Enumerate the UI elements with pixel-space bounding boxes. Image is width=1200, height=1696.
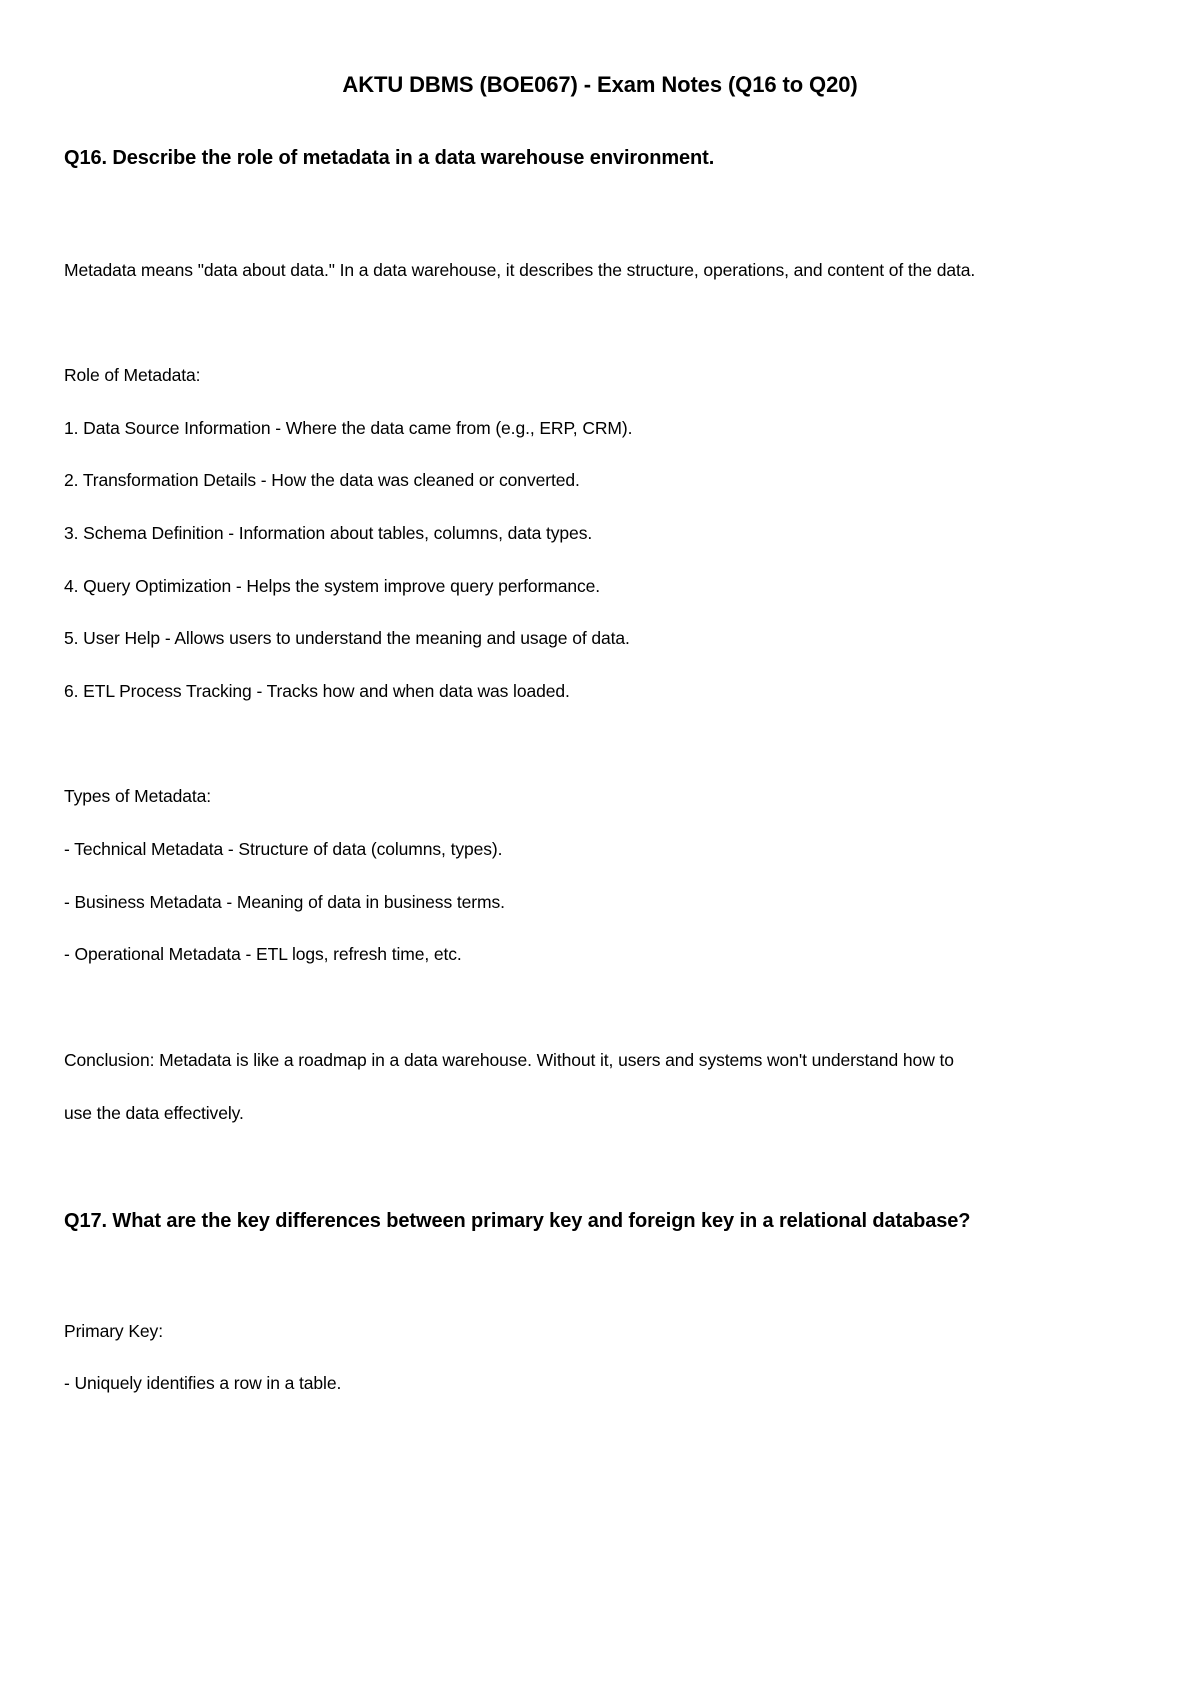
type-item: - Operational Metadata - ETL logs, refresh time, etc.	[64, 944, 462, 964]
primary-key-heading: Primary Key:	[64, 1321, 163, 1341]
document-title: AKTU DBMS (BOE067) - Exam Notes (Q16 to Q20)	[342, 72, 858, 97]
types-heading: Types of Metadata:	[64, 786, 212, 806]
q16-heading: Q16. Describe the role of metadata in a data warehouse environment.	[64, 147, 715, 169]
roles-heading: Role of Metadata:	[64, 365, 201, 385]
type-item: - Business Metadata - Meaning of data in business terms.	[64, 892, 505, 912]
role-item: 2. Transformation Details - How the data was cleaned or converted.	[64, 470, 580, 490]
conclusion-paragraph: Conclusion: Metadata is like a roadmap in a data warehouse. Without it, users and systems won't understand how to	[64, 1050, 954, 1070]
role-item: 5. User Help - Allows users to understand the meaning and usage of data.	[64, 628, 630, 648]
primary-key-point: - Uniquely identifies a row in a table.	[64, 1373, 342, 1393]
conclusion-paragraph-continued: use the data effectively.	[64, 1103, 244, 1123]
q16-intro-paragraph: Metadata means "data about data." In a data warehouse, it describes the structure, operations, and content of the data.	[64, 260, 976, 280]
role-item: 6. ETL Process Tracking - Tracks how and when data was loaded.	[64, 681, 570, 701]
type-item: - Technical Metadata - Structure of data (columns, types).	[64, 839, 503, 859]
q17-heading: Q17. What are the key differences between primary key and foreign key in a relational database?	[64, 1210, 971, 1232]
role-item: 4. Query Optimization - Helps the system improve query performance.	[64, 576, 601, 596]
role-item: 1. Data Source Information - Where the data came from (e.g., ERP, CRM).	[64, 418, 633, 438]
role-item: 3. Schema Definition - Information about tables, columns, data types.	[64, 523, 593, 543]
